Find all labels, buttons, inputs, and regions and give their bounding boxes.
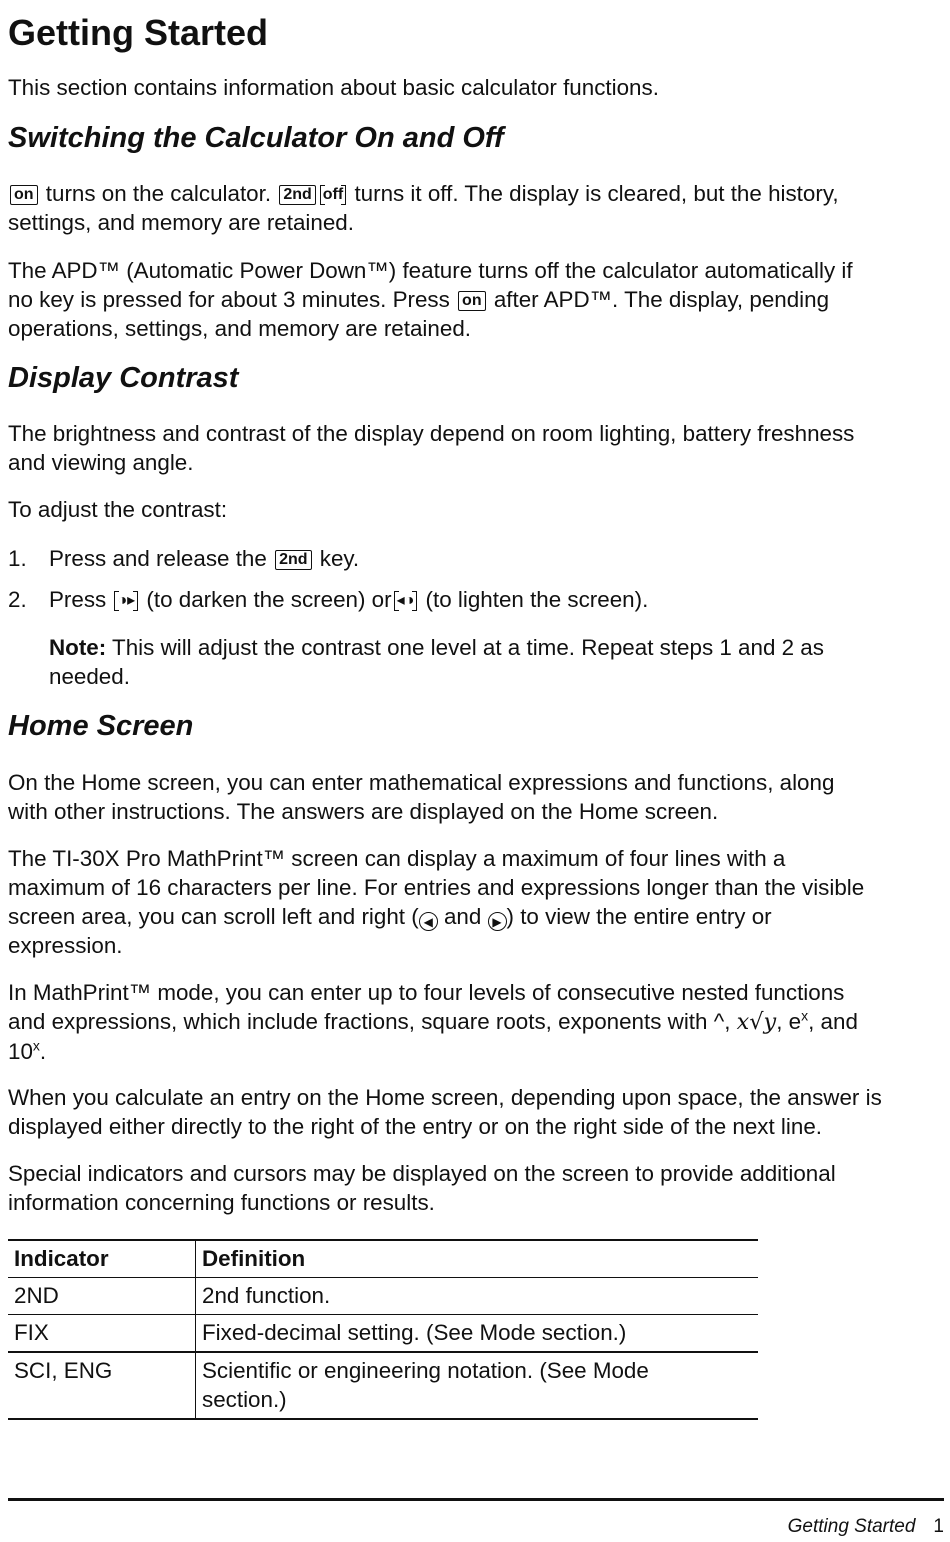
home-text-1b: with other instructions. The answers are displayed on the Home screen. xyxy=(8,799,719,824)
table-row xyxy=(8,1278,758,1315)
home-text-2c3: ) to view the entire entry or xyxy=(506,904,772,929)
definition-cell: 2nd function. xyxy=(202,1283,331,1308)
indicator-cell: FIX xyxy=(8,1315,196,1353)
definition-cell xyxy=(196,1352,759,1419)
on-off-paragraph-2 xyxy=(8,256,944,343)
on-off-text-b: turns it off. The display is cleared, but the history, xyxy=(354,181,839,206)
contrast-text-a: The brightness and contrast of the display depend on room lighting, battery freshness xyxy=(8,421,855,446)
section-heading-display-contrast: Display Contrast xyxy=(8,362,239,394)
darken-key xyxy=(114,592,138,610)
page-number: 1 xyxy=(933,1516,944,1537)
home-text-2c2: and xyxy=(443,904,482,929)
on-off-text-a: turns on the calculator. xyxy=(45,181,272,206)
indicator-cell: 2ND xyxy=(8,1278,196,1315)
step-number: 2. xyxy=(8,587,27,612)
home-text-3c1: 10 xyxy=(8,1039,33,1064)
step-number: 1. xyxy=(8,546,27,571)
home-paragraph-2 xyxy=(8,844,944,960)
section-heading-home-screen: Home Screen xyxy=(8,710,194,742)
footer-divider xyxy=(8,1498,944,1501)
apd-text-b: no key is pressed for about 3 minutes. Press xyxy=(8,287,450,312)
off-key-label: off xyxy=(322,186,344,203)
off-key xyxy=(320,186,346,204)
intro-paragraph xyxy=(8,73,944,102)
home-text-4b: displayed either directly to the right of the entry or on the right side of the next line. xyxy=(8,1114,822,1139)
on-key: on xyxy=(458,291,486,311)
step-2-text-c: (to lighten the screen). xyxy=(425,587,649,612)
home-text-3a: In MathPrint™ mode, you can enter up to four levels of consecutive nested functions xyxy=(8,980,845,1005)
home-text-3b3: , and xyxy=(808,1009,858,1034)
exponent-x: x xyxy=(32,1037,40,1054)
home-paragraph-4 xyxy=(8,1083,944,1141)
lighten-key xyxy=(394,592,418,610)
indicator-table xyxy=(8,1239,758,1420)
home-text-2a: The TI-30X Pro MathPrint™ screen can display a maximum of four lines with a xyxy=(8,846,786,871)
page-title: Getting Started xyxy=(8,12,269,53)
column-header-definition: Definition xyxy=(202,1246,306,1271)
home-paragraph-1 xyxy=(8,768,944,826)
contrast-paragraph-2 xyxy=(8,495,944,524)
page-footer xyxy=(788,1516,944,1538)
definition-cell: Fixed-decimal setting. (See Mode section.) xyxy=(202,1320,627,1345)
right-arrow-icon: ▶ xyxy=(488,912,507,931)
step-2-text-a: Press xyxy=(49,587,107,612)
step-2-text-b: (to darken the screen) or xyxy=(146,587,392,612)
darken-icon: ◑▸ xyxy=(117,592,136,609)
2nd-key: 2nd xyxy=(275,550,311,570)
step-1-text-a: Press and release the xyxy=(49,546,267,571)
home-text-3b2: , e xyxy=(776,1009,802,1034)
left-arrow-icon: ◀ xyxy=(419,912,438,931)
indicator-cell: SCI, ENG xyxy=(8,1352,196,1419)
definition-text-line-1: Scientific or engineering notation. (See Mode xyxy=(202,1358,649,1383)
home-paragraph-3 xyxy=(8,978,944,1066)
section-heading-on-off: Switching the Calculator On and Off xyxy=(8,122,504,154)
exponent-x: x xyxy=(801,1007,809,1024)
table-row xyxy=(8,1315,758,1353)
intro-text: This section contains information about basic calculator functions. xyxy=(8,75,659,100)
home-text-2b: maximum of 16 characters per line. For entries and expressions longer than the visible xyxy=(8,875,865,900)
contrast-text-b: and viewing angle. xyxy=(8,450,194,475)
home-text-5b: information concerning functions or results. xyxy=(8,1190,435,1215)
home-text-2c1: screen area, you can scroll left and right ( xyxy=(8,904,419,929)
lighten-icon: ◂◑ xyxy=(396,592,415,609)
note-text-a: This will adjust the contrast one level at a time. Repeat steps 1 and 2 as xyxy=(112,635,824,660)
home-text-3c2: . xyxy=(39,1039,47,1064)
apd-text-d: operations, settings, and memory are retained. xyxy=(8,316,471,341)
table-header-row xyxy=(8,1240,758,1278)
contrast-intro: To adjust the contrast: xyxy=(8,497,228,522)
on-off-text-c: settings, and memory are retained. xyxy=(8,210,354,235)
home-paragraph-5 xyxy=(8,1159,944,1217)
step-1-text-b: key. xyxy=(319,546,360,571)
home-text-2d: expression. xyxy=(8,933,123,958)
note-text-b: needed. xyxy=(49,664,130,689)
apd-text-a: The APD™ (Automatic Power Down™) feature turns off the calculator automatically if xyxy=(8,258,853,283)
home-text-5a: Special indicators and cursors may be displayed on the screen to provide additional xyxy=(8,1161,836,1186)
contrast-paragraph-1 xyxy=(8,419,944,477)
footer-section-title: Getting Started xyxy=(787,1516,916,1537)
2nd-key: 2nd xyxy=(279,185,315,205)
nth-root-icon: x√y xyxy=(736,1009,777,1035)
apd-text-c: after APD™. The display, pending xyxy=(493,287,830,312)
note-label: Note: xyxy=(49,635,107,660)
definition-text-line-2: section.) xyxy=(202,1387,287,1412)
on-off-paragraph-1 xyxy=(8,179,944,237)
home-text-4a: When you calculate an entry on the Home screen, depending upon space, the answer is xyxy=(8,1085,882,1110)
column-header-indicator: Indicator xyxy=(8,1240,196,1278)
table-row xyxy=(8,1352,758,1419)
on-key: on xyxy=(10,185,38,205)
home-text-1a: On the Home screen, you can enter mathematical expressions and functions, along xyxy=(8,770,835,795)
home-text-3b1: and expressions, which include fractions, square roots, exponents with ^, xyxy=(8,1009,731,1034)
